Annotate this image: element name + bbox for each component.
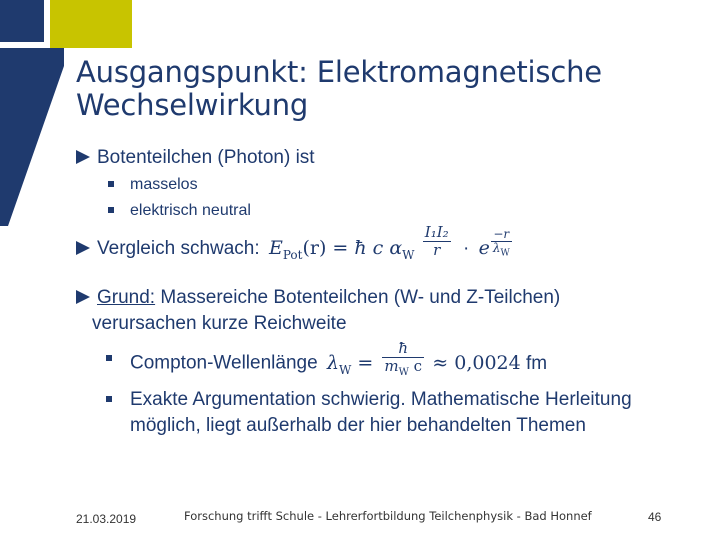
bullet-vergleich-text: Vergleich schwach: xyxy=(97,238,260,259)
logo-yellow-block xyxy=(50,0,132,48)
logo-navy-slant xyxy=(0,48,64,226)
square-bullet-icon xyxy=(106,355,112,361)
bullet-photon xyxy=(76,146,315,170)
footer-page-number: 46 xyxy=(648,510,662,524)
square-bullet-icon xyxy=(108,181,114,187)
triangle-bullet-icon xyxy=(76,241,90,255)
bullet-grund xyxy=(76,286,560,310)
logo-navy-block xyxy=(0,0,44,42)
sub-bullet-exakte-line2: möglich, liegt außerhalb der hier behandelten Themen xyxy=(130,415,586,436)
square-bullet-icon xyxy=(108,207,114,213)
bullet-grund-line2: verursachen kurze Reichweite xyxy=(92,313,347,334)
sub-bullet-compton xyxy=(130,339,548,381)
sub-bullet-neutral: elektrisch neutral xyxy=(130,202,251,219)
compton-fraction: $\frac{ħ}{m_W c}$ xyxy=(382,340,424,381)
triangle-bullet-icon xyxy=(76,150,90,164)
sub-bullet-exakte-line1: Exakte Argumentation schwierig. Mathematische Herleitung xyxy=(130,389,632,410)
grund-label: Grund: xyxy=(97,287,156,308)
footer-center: Forschung trifft Schule - Lehrerfortbildung Teilchenphysik - Bad Honnef xyxy=(184,509,592,523)
footer-date: 21.03.2019 xyxy=(76,512,137,526)
slide-title: Ausgangspunkt: Elektromagnetische Wechselwirkung xyxy=(76,55,602,122)
triangle-bullet-icon xyxy=(76,290,90,304)
grund-text: Massereiche Botenteilchen (W- und Z-Teilchen) xyxy=(160,287,561,308)
exponent-fraction: $\frac{-r}{\lambda_W}$ xyxy=(492,227,510,259)
square-bullet-icon xyxy=(106,396,112,402)
compton-text: Compton-Wellenlänge xyxy=(130,352,318,374)
bullet-photon-text: Botenteilchen (Photon) ist xyxy=(97,147,315,168)
sub-bullet-masselos: masselos xyxy=(130,176,198,193)
compton-formula: $\lambda_W$ = $\frac{ħ}{m_W c}$ ≈ 0,0024 fm xyxy=(327,353,547,374)
coupling-fraction: $\frac{\text{I₁I₂}}{r}$ xyxy=(424,223,449,260)
bullet-vergleich xyxy=(76,223,515,267)
potential-formula: $E_{Pot}(r)$ = ħ c $\alpha_W$ $\frac{\text{I₁I₂}}{r}$ · e $\frac{-r}{\lambda_W}$ xyxy=(268,223,510,262)
